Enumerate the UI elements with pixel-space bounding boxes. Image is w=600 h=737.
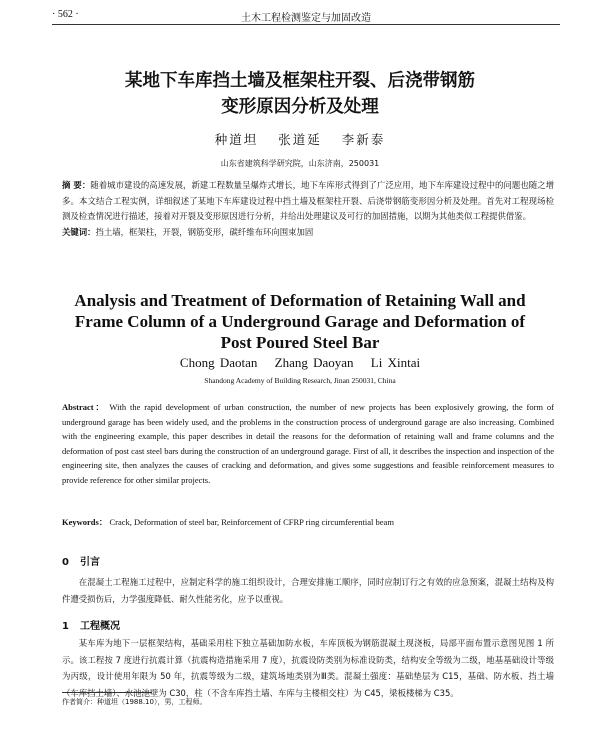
chinese-title [40,68,560,120]
footnote-divider [62,692,152,693]
chinese-keywords [62,225,554,241]
chinese-abstract-text: 随着城市建设的高速发展，新建工程数量呈爆炸式增长，地下车库形式得到了广泛应用，地下车库建设过程中的问题也随之增多。本文结合工程实例，详细叙述了某地下车库建设过程中挡土墙及框架柱开裂、后浇带钢筋变形因分析及处理。首先对工程现场检测及检查情况进行描述，接着对开裂及变形原因进行分析，并给出处理建议及可行的加固措施，以期为其他类似工程提供借鉴。 [62,180,555,221]
section-title: 工程概况 [80,621,120,632]
english-authors [0,355,600,371]
chinese-title-line: 变形原因分析及处理 [221,97,379,117]
chinese-abstract-label: 摘 要： [62,180,91,190]
english-title-line: Analysis and Treatment of Deformation of Retaining Wall and [74,291,526,310]
chinese-affiliation: 山东省建筑科学研究院，山东济南，250031 [220,159,380,168]
section-title: 引言 [80,557,100,568]
english-keywords-text: Crack, Deformation of steel bar, Reinforcement of CFRP ring circumferential beam [109,517,394,527]
english-title-line: Post Poured Steel Bar [220,333,380,352]
chinese-abstract [62,178,554,225]
chinese-title-line: 某地下车库挡土墙及框架柱开裂、后浇带钢筋 [125,71,475,91]
section-heading [62,617,120,632]
section-body: 某车库为地下一层框架结构，基础采用柱下独立基础加防水板，车库顶板为钢筋混凝土现浇板，局部平面布置示意图见图 1 所示。该工程按 7 度进行抗震计算（抗震构造措施采用 7 度），抗震设防类别为标准设防类，结构安全等级为二级，地基基础设计等级为丙级，设计使用年限为 50 年，抗震等级为二级，建筑场地类别为Ⅲ类。混凝土强度：基础垫层为 C15，基础、防水板、挡土墙（车库挡土墙）、水池池壁为 C30，柱（不含车库挡土墙、车库与主楼相交柱）为 C45，梁板楼梯为 C35。 [62,638,554,698]
chinese-keywords-text: 挡土墙，框架柱，开裂，钢筋变形，碳纤维布环向围束加固 [95,226,314,237]
english-keywords-label: Keywords： [62,517,108,527]
section-body: 在混凝土工程施工过程中，应制定科学的施工组织设计，合理安排施工顺序，同时应制订行之有效的应急预案，混凝土结构及构件遭受损伤后，力学强度降低、耐久性能劣化，应予以重视。 [62,577,554,604]
author-footnote: 作者简介：种道坦（1988.10），男，工程师。 [62,698,207,706]
english-abstract-label: Abstract： [62,402,106,412]
english-abstract [62,400,554,487]
author-name: Li Xintai [370,355,421,370]
english-title [40,290,560,353]
author-name: Chong Daotan [179,355,258,370]
english-abstract-text: With the rapid development of urban construction, the number of new projects has been explosively growing, the form of underground garage has been widely used, and the problems in the construction process of underground garage are also increasing. Combined with the engineering example, this paper describes in detail the reasons for the deformation of retaining wall and frame columns and the deformation of post cast steel bars during the construction of an underground garage. First of all, it describes the inspection and inspection of the engineering site, then analyzes the causes of cracking and deformation, and gives some suggestions and feasible reinforcement measures to provide reference for other similar projects. [62,402,555,485]
running-header [52,8,560,25]
journal-title: 土木工程检测鉴定与加固改造 [241,13,371,24]
section-number: 0 [62,557,69,568]
section-heading [62,553,100,568]
english-title-line: Frame Column of a Underground Garage and Deformation of [74,312,526,331]
page-number: · 562 · [52,9,79,20]
chinese-abstract-block [62,178,554,240]
chinese-keywords-label: 关键词： [62,226,96,237]
author-name: Zhang Daoyan [274,355,354,370]
english-keywords [62,515,554,529]
section-number: 1 [62,621,69,632]
chinese-authors: 种道坦 张道延 李新泰 [214,132,386,147]
english-affiliation: Shandong Academy of Building Research, Jinan 250031, China [204,376,396,385]
